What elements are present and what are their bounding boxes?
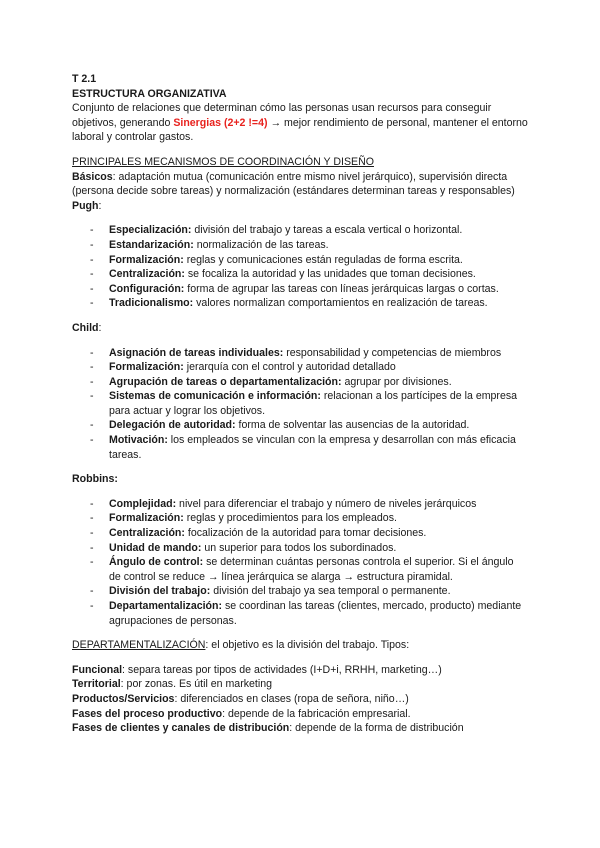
departamentalizacion-heading: DEPARTAMENTALIZACIÓN xyxy=(72,639,206,652)
item-desc: se determinan cuántas personas controla el superior. Si el ángulo de control se reduce → línea jerárquica se alarga → estructura piramidal. xyxy=(109,556,514,583)
type-desc: : depende de la forma de distribución xyxy=(289,722,464,735)
item-desc: un superior para todos los subordinados. xyxy=(201,541,397,554)
basic-label: Básicos xyxy=(72,170,113,183)
child-list xyxy=(72,346,528,463)
robbins-list xyxy=(72,497,528,628)
item-desc: forma de agrupar las tareas con líneas jerárquicas largas o cortas. xyxy=(184,282,499,295)
list-item xyxy=(72,389,528,418)
type-line xyxy=(72,721,528,736)
item-term: Formalización: xyxy=(109,512,184,525)
item-term: Delegación de autoridad: xyxy=(109,419,236,432)
item-desc: se coordinan las tareas (clientes, mercado, producto) mediante agrupaciones de personas. xyxy=(109,600,522,627)
item-term: Ángulo de control: xyxy=(109,556,204,569)
list-marker: - xyxy=(90,434,94,447)
item-desc: responsabilidad y competencias de miembros xyxy=(283,346,502,359)
intro-text-end: → mejor rendimiento de personal, mantener el entorno laboral y controlar gastos. xyxy=(72,116,528,144)
list-item xyxy=(72,418,528,433)
list-item xyxy=(72,238,528,253)
item-desc: normalización de las tareas. xyxy=(193,238,329,251)
item-term: Complejidad: xyxy=(109,497,177,510)
item-desc: división del trabajo y tareas a escala vertical o horizontal. xyxy=(191,224,463,237)
item-desc: agrupar por divisiones. xyxy=(341,375,452,388)
list-marker: - xyxy=(90,585,94,598)
synergy-highlight: Sinergias (2+2 !=4) xyxy=(173,116,268,129)
type-term: Funcional xyxy=(72,663,123,676)
list-item xyxy=(72,346,528,361)
list-marker: - xyxy=(90,375,94,388)
list-marker: - xyxy=(90,346,94,359)
list-item xyxy=(72,223,528,238)
list-item xyxy=(72,599,528,628)
child-colon: : xyxy=(98,321,102,334)
type-line xyxy=(72,677,528,692)
basic-text: : adaptación mutua (comunicación entre mismo nivel jerárquico), supervisión directa (persona decide sobre tareas) y normalización (estándares determinan tareas y responsables) xyxy=(72,170,515,198)
list-item xyxy=(72,511,528,526)
child-label: Child xyxy=(72,321,99,334)
page-title: ESTRUCTURA ORGANIZATIVA xyxy=(72,87,227,100)
item-term: Centralización: xyxy=(109,527,185,540)
item-term: Estandarización: xyxy=(109,238,194,251)
list-marker: - xyxy=(90,527,94,540)
list-item xyxy=(72,375,528,390)
list-marker: - xyxy=(90,541,94,554)
type-term: Productos/Servicios xyxy=(72,692,175,705)
pugh-colon: : xyxy=(98,199,102,212)
item-desc: reglas y comunicaciones están reguladas de forma escrita. xyxy=(183,253,463,266)
item-desc: jerarquía con el control y autoridad detallado xyxy=(183,361,396,374)
item-term: Agrupación de tareas o departamentalización: xyxy=(109,375,342,388)
list-item xyxy=(72,526,528,541)
item-desc: los empleados se vinculan con la empresa y desarrollan con más eficacia tareas. xyxy=(109,434,516,461)
item-desc: reglas y procedimientos para los empleados. xyxy=(183,512,397,525)
item-term: Departamentalización: xyxy=(109,600,223,612)
list-item xyxy=(72,253,528,268)
intro-text: Conjunto de relaciones que determinan cómo las personas usan recursos para conseguir objetivos, generando xyxy=(72,102,492,129)
list-marker: - xyxy=(90,556,94,569)
list-marker: - xyxy=(90,512,94,525)
type-desc: : separa tareas por tipos de actividades (I+D+i, RRHH, marketing…) xyxy=(122,663,442,676)
list-item xyxy=(72,584,528,599)
pugh-list xyxy=(72,223,528,311)
type-desc: : depende de la fabricación empresarial. xyxy=(222,707,411,720)
item-term: Formalización: xyxy=(109,253,184,266)
list-item xyxy=(72,267,528,282)
list-marker: - xyxy=(90,238,94,251)
item-desc: división del trabajo ya sea temporal o permanente. xyxy=(210,585,451,598)
type-line xyxy=(72,692,528,707)
item-desc: se focaliza la autoridad y las unidades que toman decisiones. xyxy=(184,268,476,281)
item-desc: focalización de la autoridad para tomar decisiones. xyxy=(184,527,427,540)
intro-paragraph xyxy=(72,101,528,145)
pugh-label: Pugh xyxy=(72,199,99,212)
type-term: Fases de clientes y canales de distribución xyxy=(72,722,290,735)
list-marker: - xyxy=(90,390,94,403)
list-marker: - xyxy=(90,497,94,510)
item-term: Asignación de tareas individuales: xyxy=(109,346,284,359)
list-marker: - xyxy=(90,224,94,237)
item-desc: forma de solventar las ausencias de la autoridad. xyxy=(235,419,470,432)
item-desc: nivel para diferenciar el trabajo y número de niveles jerárquicos xyxy=(176,497,477,510)
item-desc: valores normalizan comportamientos en realización de tareas. xyxy=(193,297,488,310)
list-item xyxy=(72,296,528,311)
basic-paragraph xyxy=(72,170,528,199)
pugh-heading xyxy=(72,199,528,214)
item-term: Sistemas de comunicación e información: xyxy=(109,390,321,403)
list-marker: - xyxy=(90,361,94,374)
topic-code: T 2.1 xyxy=(72,73,97,85)
robbins-heading: Robbins: xyxy=(72,473,118,486)
item-term: Unidad de mando: xyxy=(109,541,202,554)
document-page xyxy=(72,72,528,736)
list-item xyxy=(72,360,528,375)
list-item xyxy=(72,497,528,512)
list-marker: - xyxy=(90,282,94,295)
type-desc: : por zonas. Es útil en marketing xyxy=(120,678,273,691)
departamentalizacion-text: : el objetivo es la división del trabajo. Tipos: xyxy=(205,639,410,652)
item-term: Motivación: xyxy=(109,434,168,447)
type-line xyxy=(72,707,528,722)
list-item xyxy=(72,541,528,556)
item-term: Especialización: xyxy=(109,224,192,237)
list-item xyxy=(72,433,528,462)
type-term: Territorial xyxy=(72,678,121,691)
item-term: Centralización: xyxy=(109,268,185,281)
item-desc: relacionan a los partícipes de la empresa para actuar y lograr los objetivos. xyxy=(109,390,518,417)
list-item xyxy=(72,555,528,584)
item-term: División del trabajo: xyxy=(109,585,211,598)
type-line xyxy=(72,663,528,678)
list-marker: - xyxy=(90,268,94,281)
item-term: Configuración: xyxy=(109,282,185,295)
type-desc: : diferenciados en clases (ropa de señora, niño…) xyxy=(174,692,409,705)
list-marker: - xyxy=(90,419,94,432)
list-marker: - xyxy=(90,253,94,266)
list-marker: - xyxy=(90,600,94,612)
child-heading xyxy=(72,321,528,336)
list-marker: - xyxy=(90,297,94,310)
item-term: Tradicionalismo: xyxy=(109,297,194,310)
mechanisms-heading: PRINCIPALES MECANISMOS DE COORDINACIÓN Y DISEÑO xyxy=(72,155,374,168)
list-item xyxy=(72,282,528,297)
departamentalizacion-paragraph xyxy=(72,638,528,653)
item-term: Formalización: xyxy=(109,361,184,374)
type-term: Fases del proceso productivo xyxy=(72,707,223,720)
